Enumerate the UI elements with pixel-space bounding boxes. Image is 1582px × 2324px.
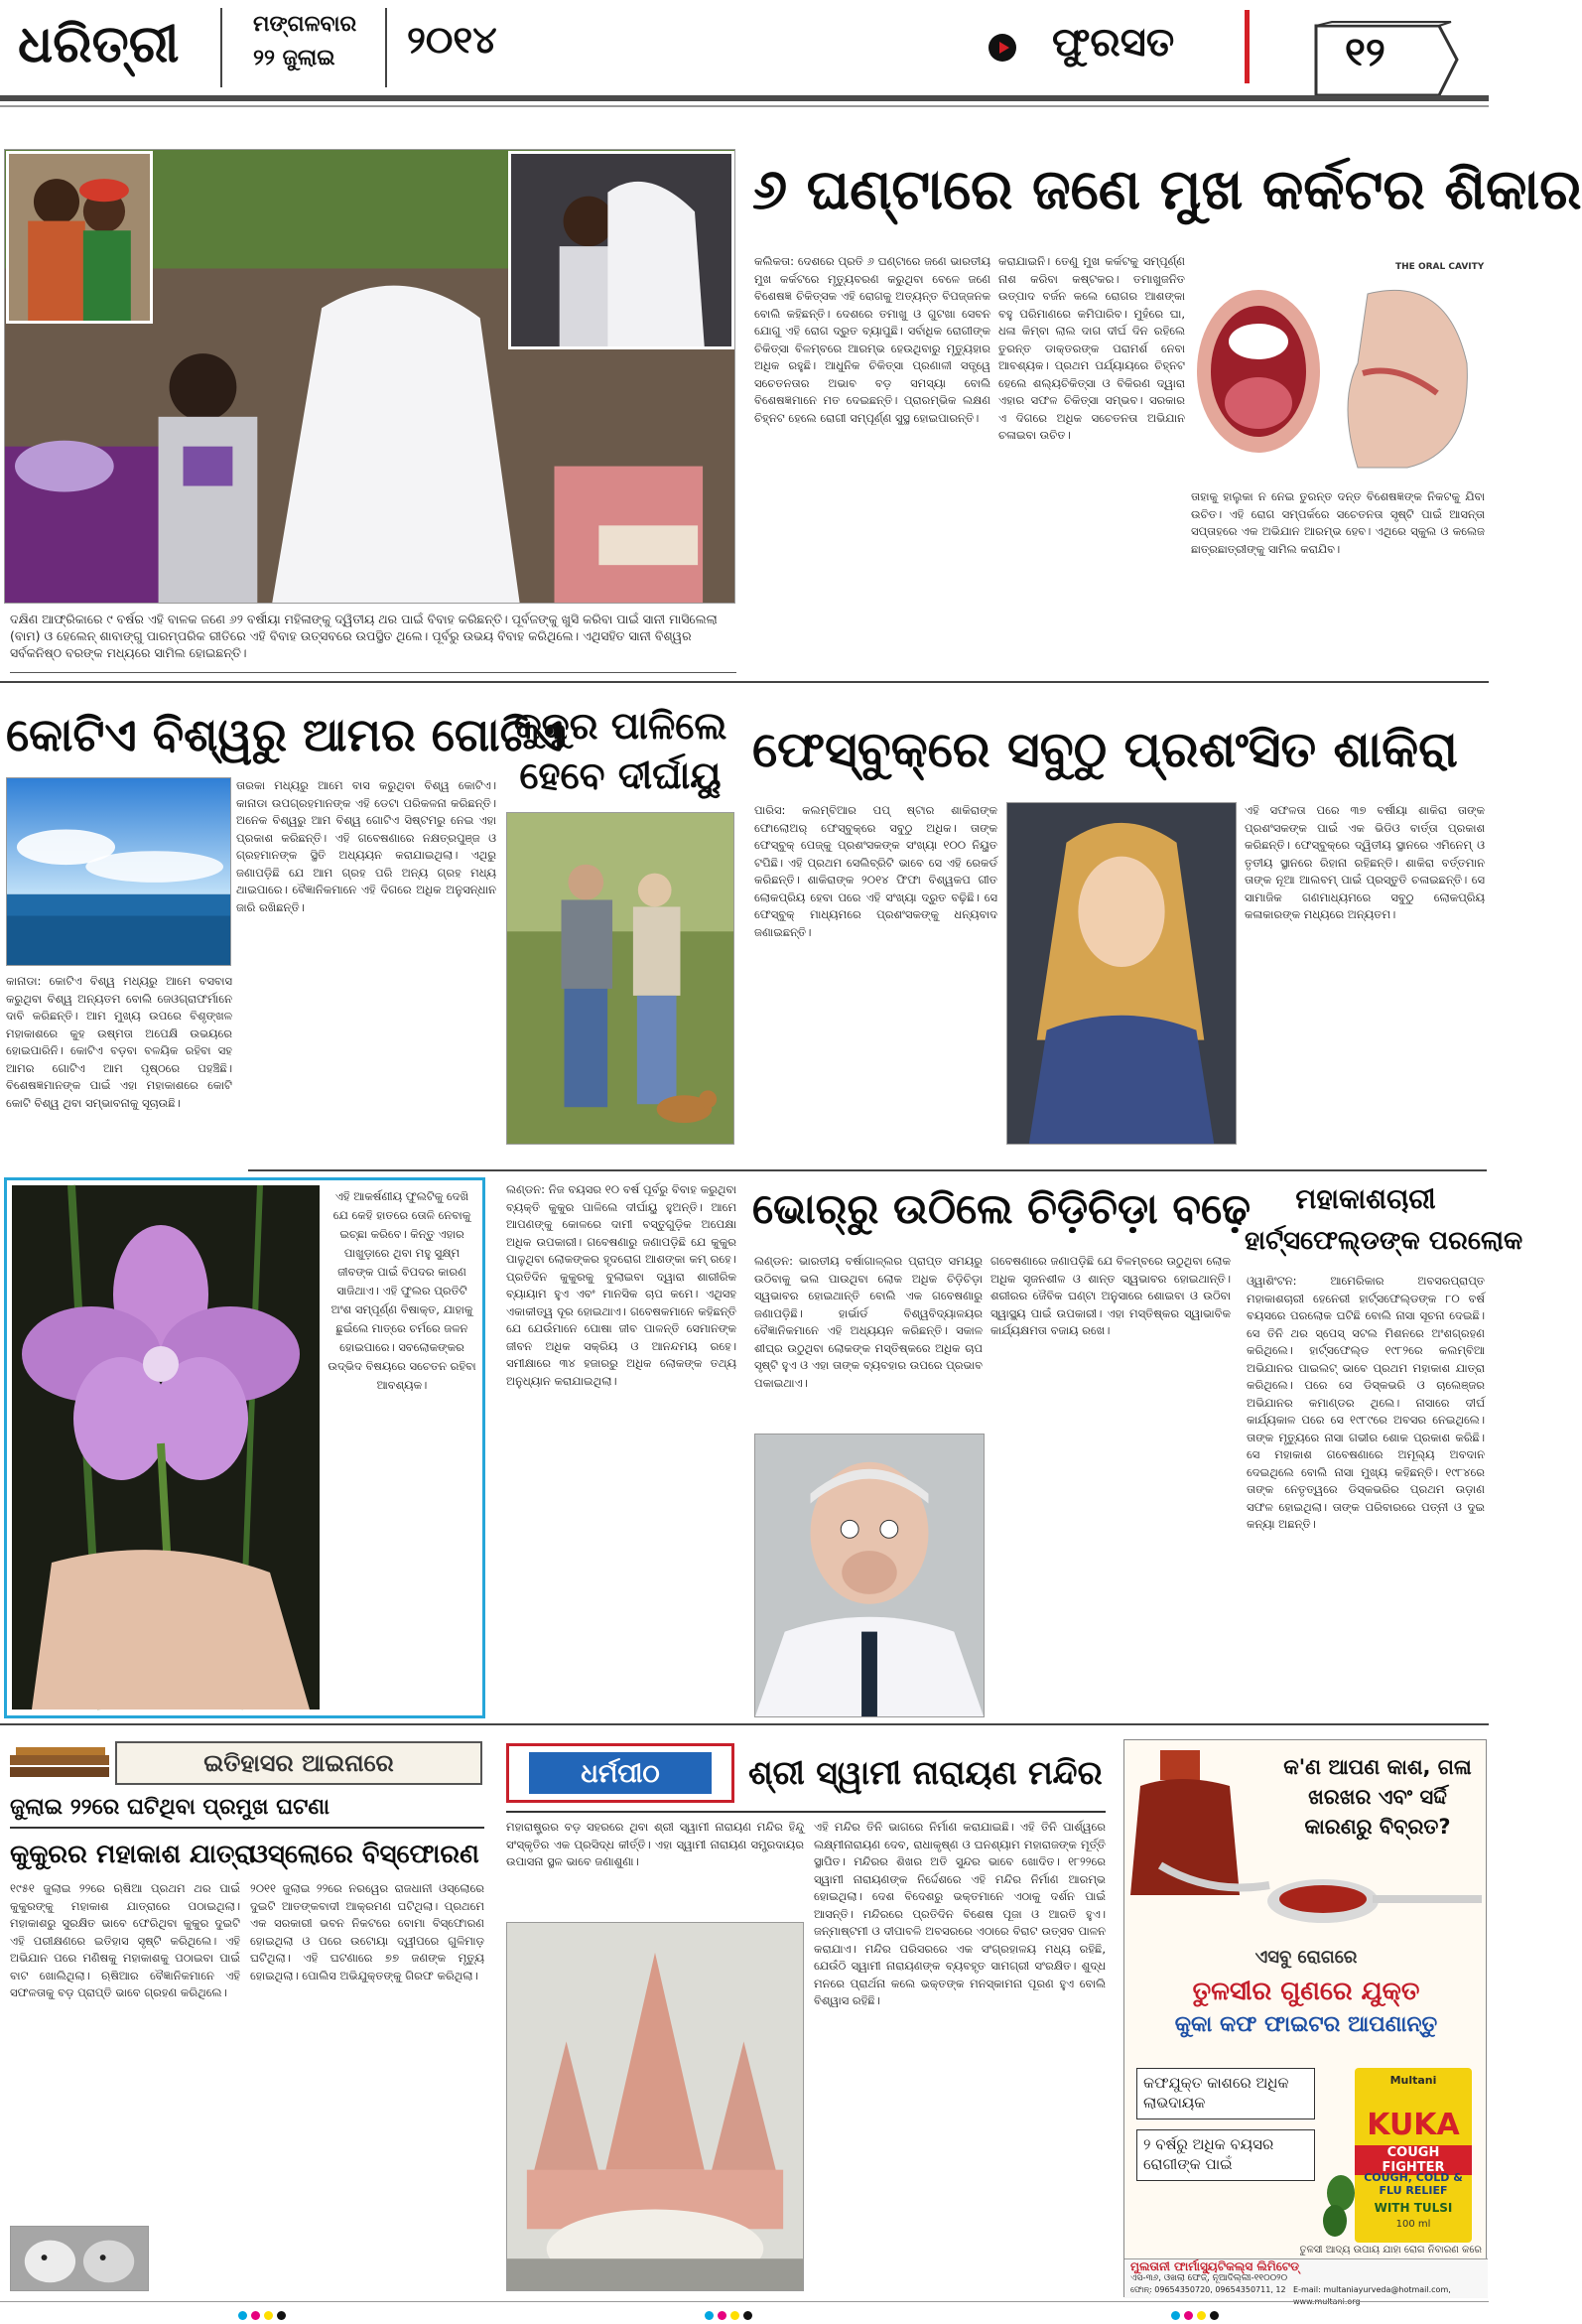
early-rise-headline: ଭୋର୍‌ରୁ ଉଠିଲେ ଚିଡ଼ିଚିଡ଼ା ବଢ଼େ <box>752 1184 1252 1233</box>
ad-footer <box>1124 2258 1488 2298</box>
shakira-body-col1: ପାରିସ: କଲମ୍ବିଆର ପପ୍ ଷ୍ଟାର ଶାକିରାଙ୍କ ଫୋଲୋଅର୍ ଫେସ୍‌ବୁକ୍‌ରେ ସବୁଠୁ ଅଧିକ। ତାଙ୍କ ଫେସ୍‌ବୁକ୍ ପେଜ୍‌କୁ ପ୍ରଶଂସକଙ୍କ ସଂଖ୍ୟା ୧୦୦ ନିୟୁତ ଟପିଛି। ଏହି ପ୍ରଥମ ସେଲିବ୍ରିଟି ଭାବେ ସେ ଏହି ରେକର୍ଡ କରିଛନ୍ତି। ଶାକିରାଙ୍କ ୨୦୧୪ ଫିଫା ବିଶ୍ୱକପ ଗୀତ ଲୋକପ୍ରିୟ ହେବା ପରେ ଏହି ସଂଖ୍ୟା ଦ୍ରୁତ ବଢ଼ିଛି। ସେ ଫେସ୍‌ବୁକ୍ ମାଧ୍ୟମରେ ପ୍ରଶଂସକଙ୍କୁ ଧନ୍ୟବାଦ ଜଣାଇଛନ୍ତି। <box>754 803 997 939</box>
ad-tagline3: କୁକା କଫ ଫାଇଟର ଆପଣାନ୍ତୁ <box>1174 2012 1438 2037</box>
history-item2-body: ୨୦୧୧ ଜୁଲାଇ ୨୨ରେ ନରୱେର ରାଜଧାନୀ ଓସ୍ଲୋରେ ଦୁଇଟି ଆତଙ୍କବାଦୀ ଆକ୍ରମଣ ଘଟିଥିଲା। ପ୍ରଥମେ ଏକ ସରକାରୀ ଭବନ ନିକଟରେ ବୋମା ବିସ୍ଫୋରଣ ହୋଇଥିଲା ଓ ପରେ ଉଟୋୟା ଦ୍ୱୀପରେ ଗୁଳିମାଡ଼ ଘଟିଥିଲା। ଏହି ଘଟଣାରେ ୭୭ ଜଣଙ୍କ ମୃତ୍ୟୁ ହୋଇଥିଲା। ପୋଲିସ ଅଭିଯୁକ୍ତଙ୍କୁ ଗିରଫ କରିଥିଲା। <box>250 1881 484 1982</box>
ad-phone: ଫୋନ୍: 09654350720, 09654350711, 12 <box>1130 2285 1286 2294</box>
cyan-dot <box>238 2311 247 2320</box>
magenta-dot <box>251 2311 260 2320</box>
oral-cavity-illustration <box>1189 254 1485 482</box>
dog-body: ଲଣ୍ଡନ: ନିଜ ବୟସର ୧୦ ବର୍ଷ ପୂର୍ବରୁ ବିବାହ କରୁଥିବା ବ୍ୟକ୍ତି କୁକୁର ପାଳିଲେ ଦୀର୍ଘାୟୁ ହୁଅନ୍ତି। ଆମେ ଆପଣଙ୍କୁ କୋଳରେ ଦାମୀ ବସ୍ତୁଗୁଡ଼ିକ ଅପେକ୍ଷା ଅଧିକ ଉପକାରୀ। ଗବେଷଣାରୁ ଜଣାପଡ଼ିଛି ଯେ କୁକୁର ପାଳୁଥିବା ଲୋକଙ୍କର ହୃଦରୋଗ ଆଶଙ୍କା କମ୍ ରହେ। ପ୍ରତିଦିନ କୁକୁରକୁ ବୁଲାଇବା ଦ୍ୱାରା ଶାରୀରିକ ବ୍ୟାୟାମ ହୁଏ ଏବଂ ମାନସିକ ଚାପ କମେ। ଏଥିସହ ଏକାକୀତ୍ୱ ଦୂର ହୋଇଥାଏ। ଗବେଷକମାନେ କହିଛନ୍ତି ଯେ ଯେଉଁମାନେ ପୋଷା ଜୀବ ପାଳନ୍ତି ସେମାନଙ୍କ ଜୀବନ ଅଧିକ ସକ୍ରିୟ ଓ ଆନନ୍ଦମୟ ରହେ। ସମୀକ୍ଷାରେ ୩୪ ହଜାରରୁ ଅଧିକ ଲୋକଙ୍କ ତଥ୍ୟ ଅନୁଧ୍ୟାନ କରାଯାଇଥିଲା। <box>506 1182 736 1388</box>
ad-volume: 100 ml <box>1395 2219 1431 2230</box>
yellow-dot <box>730 2311 739 2320</box>
masthead <box>0 0 1489 121</box>
dog-headline-line1: କୁକୁର ପାଳିଲେ <box>513 704 727 748</box>
early-rise-body-col1: ଲଣ୍ଡନ: ଭାରତୀୟ ବର୍ଷାଗାଳ୍ଲର ପ୍ରାପ୍ତ ସମୟରୁ ଉଠିବାକୁ ଭଲ ପାଉଥିବା ଲୋକ ଅଧିକ ଚିଡ଼ିଚିଡ଼ା ସ୍ୱଭାବର ହୋଇଥାନ୍ତି ବୋଲି ଏକ ଗବେଷଣାରୁ ଜଣାପଡ଼ିଛି। ହାର୍ଭାର୍ଡ ବିଶ୍ୱବିଦ୍ୟାଳୟର ବୈଜ୍ଞାନିକମାନେ ଏହି ଅଧ୍ୟୟନ କରିଛନ୍ତି। ସକାଳ ଶୀଘ୍ର ଉଠୁଥିବା ଲୋକଙ୍କ ମସ୍ତିଷ୍କରେ ଅଧିକ ଚାପ ସୃଷ୍ଟି ହୁଏ ଓ ଏହା ତାଙ୍କ ବ୍ୟବହାର ଉପରେ ପ୍ରଭାବ ପକାଇଥାଏ। <box>754 1254 983 1390</box>
ad-herb: WITH TULSI <box>1374 2201 1453 2215</box>
section-divider <box>0 681 1489 683</box>
dharma-intro: ମହାରାଷ୍ଟ୍ରର ବଡ଼ ସହରରେ ଥିବା ଶ୍ରୀ ସ୍ୱାମୀ ନାରାୟଣ ମନ୍ଦିର ହିନ୍ଦୁ ସଂସ୍କୃତିର ଏକ ପ୍ରସିଦ୍ଧ କୀର୍ତ୍ତି। ଏହା ସ୍ୱାମୀ ନାରାୟଣ ସମ୍ପ୍ରଦାୟର ଉପାସନା ସ୍ଥଳ ଭାବେ ଜଣାଶୁଣା। <box>506 1820 804 1868</box>
ad-bullet1: କଫଯୁକ୍ତ କାଶରେ ଅଧିକ ଲାଭଦାୟକ <box>1136 2068 1315 2119</box>
ad-question: କ'ଣ ଆପଣ କାଶ, ଗଳା ଖରଖର ଏବଂ ସର୍ଦ୍ଦି କାରଣରୁ ବିବ୍ରତ? <box>1283 1755 1472 1839</box>
ad-tagline2: ତୁଳସୀର ଗୁଣରେ ଯୁକ୍ତ <box>1192 1977 1420 2006</box>
black-dot <box>1210 2311 1219 2320</box>
ad-brand: KUKA <box>1367 2108 1460 2142</box>
history-banner: ଇତିହାସର ଆଇନାରେ <box>115 1741 482 1785</box>
tulsi-leaf-icon <box>1321 2173 1361 2243</box>
temple-photo <box>506 1922 804 2291</box>
ad-email: E-mail: multaniayurveda@hotmail.com, <box>1293 2285 1451 2294</box>
ad-product: COUGH FIGHTER <box>1355 2145 1472 2175</box>
dharma-logo <box>506 1743 734 1803</box>
dharma-body-col3: ମନ୍ଦିରରେ ପ୍ରତିଦିନ ବିଶେଷ ପୂଜା ଓ ଆରତି ହୁଏ। ଜନ୍ମାଷ୍ଟମୀ ଓ ଦୀପାବଳି ଅବସରରେ ଏଠାରେ ବିରାଟ ଉତ୍ସବ ପାଳନ କରାଯାଏ। ମନ୍ଦିର ପରିସରରେ ଏକ ସଂଗ୍ରହାଳୟ ମଧ୍ୟ ରହିଛି, ଯେଉଁଠି ସ୍ୱାମୀ ନାରାୟଣଙ୍କ ବ୍ୟବହୃତ ସାମଗ୍ରୀ ସଂରକ୍ଷିତ। ଶୁଦ୍ଧ ମନରେ ପ୍ରାର୍ଥନା କଲେ ଭକ୍ତଙ୍କ ମନସ୍କାମନା ପୂରଣ ହୁଏ ବୋଲି ବିଶ୍ୱାସ ରହିଛି। <box>814 1906 1106 2007</box>
cancer-body-col2: କରାଯାଇନି। ତେଣୁ ମୁଖ କର୍କଟକୁ ସମ୍ପୂର୍ଣ୍ଣ ନାଶ କରିବା କଷ୍ଟକର। ତମାଖୁଜନିତ ଉତ୍ପାଦ ବର୍ଜନ କଲେ ରୋଗର ଆଶଙ୍କା ବହୁ ପରିମାଣରେ କମିପାରିବ। ମୁହଁରେ ଘା, ଧଳା କିମ୍ବା ଲାଲ ଦାଗ ଦୀର୍ଘ ଦିନ ରହିଲେ ତୁରନ୍ତ ଡାକ୍ତରଙ୍କ ପରାମର୍ଶ ନେବା ଆବଶ୍ୟକ। ପ୍ରଥମ ପର୍ଯ୍ୟାୟରେ ଚିହ୍ନଟ ହେଲେ ଶଲ୍ୟଚିକିତ୍ସା ଓ ବିକିରଣ ଦ୍ୱାରା ଏହାର ସଫଳ ଚିକିତ୍ସା ସମ୍ଭବ। ସରକାର ଏ ଦିଗରେ ଅଧିକ ସଚେତନତା ଅଭିଯାନ ଚଳାଇବା ଉଚିତ। <box>998 254 1185 442</box>
dharma-section <box>504 1735 1106 2296</box>
black-dot <box>743 2311 752 2320</box>
accent-bar <box>1245 10 1250 83</box>
space-headline-line2: ହାର୍ଟ୍‌ସଫେଲ୍ଡଙ୍କ ପରଲୋକ <box>1245 1226 1523 1256</box>
kuka-advertisement[interactable] <box>1123 1739 1487 2297</box>
magenta-dot <box>718 2311 726 2320</box>
ad-tagline1: ଏସବୁ ରୋଗରେ <box>1254 1947 1358 1968</box>
magenta-dot <box>1184 2311 1193 2320</box>
play-icon <box>989 34 1016 62</box>
section-divider <box>0 1723 1489 1725</box>
section-title: ଫୁରସତ <box>1052 20 1175 66</box>
shocked-man-photo <box>754 1434 985 1717</box>
early-rise-body-col2: ଗବେଷଣାରେ ଜଣାପଡ଼ିଛି ଯେ ବିଳମ୍ବରେ ଉଠୁଥିବା ଲୋକ ଅଧିକ ସୃଜନଶୀଳ ଓ ଶାନ୍ତ ସ୍ୱଭାବର ହୋଇଥାନ୍ତି। ଶରୀରର ଜୈବିକ ଘଣ୍ଟା ଅନୁସାରେ ଶୋଇବା ଓ ଉଠିବା ସ୍ୱାସ୍ଥ୍ୟ ପାଇଁ ଉପକାରୀ। ଏହା ମସ୍ତିଷ୍କର ସ୍ୱାଭାବିକ କାର୍ଯ୍ୟକ୍ଷମତା ବଜାୟ ରଖେ। <box>990 1254 1231 1337</box>
shakira-body-col2: ଏହି ସଫଳତା ପରେ ୩୭ ବର୍ଷୀୟା ଶାକିରା ତାଙ୍କ ପ୍ରଶଂସକଙ୍କ ପାଇଁ ଏକ ଭିଡିଓ ବାର୍ତ୍ତା ପ୍ରକାଶ କରିଛନ୍ତି। ଫେସ୍‌ବୁକ୍‌ରେ ଦ୍ୱିତୀୟ ସ୍ଥାନରେ ଏମିନେମ୍ ଓ ତୃତୀୟ ସ୍ଥାନରେ ରିହାନା ରହିଛନ୍ତି। ଶାକିରା ବର୍ତ୍ତମାନ ତାଙ୍କ ନୂଆ ଆଲବମ୍ ପାଇଁ ପ୍ରସ୍ତୁତି ଚଳାଇଛନ୍ତି। ସେ ସାମାଜିକ ଗଣମାଧ୍ୟମରେ ସବୁଠୁ ଲୋକପ୍ରିୟ କଳାକାରଙ୍କ ମଧ୍ୟରେ ଅନ୍ୟତମ। <box>1245 803 1485 921</box>
cough-syrup-bottle-icon <box>1130 1746 1279 1905</box>
masthead-rule <box>0 105 1489 107</box>
black-dot <box>277 2311 286 2320</box>
shakira-photo <box>1006 802 1237 1145</box>
registration-marks <box>705 2305 756 2315</box>
inset-photo-left <box>6 151 153 324</box>
masthead-rule <box>0 95 1489 101</box>
issue-day: ମଙ୍ଗଳବାର <box>253 12 357 37</box>
space-body: ଓ୍ୱାଶିଂଟନ: ଆମେରିକାର ଅବସରପ୍ରାପ୍ତ ମହାକାଶଚାରୀ ହେନେରୀ ହାର୍ଟ୍‌ସଫେଲ୍ଡଙ୍କ ୮୦ ବର୍ଷ ବୟସରେ ପରଲୋକ ଘଟିଛି ବୋଲି ନାସା ସୂଚନା ଦେଇଛି। ସେ ତିନି ଥର ସ୍ପେସ୍ ସଟଲ ମିଶନରେ ଅଂଶଗ୍ରହଣ କରିଥିଲେ। ହାର୍ଟ୍‌ସଫେଲ୍ଡ ୧୯୮୨ରେ କଲମ୍ବିଆ ଅଭିଯାନର ପାଇଲଟ୍ ଭାବେ ପ୍ରଥମ ମହାକାଶ ଯାତ୍ରା କରିଥିଲେ। ପରେ ସେ ଡିସ୍କଭରି ଓ ଚାଲେଞ୍ଜର ଅଭିଯାନର କମାଣ୍ଡର ଥିଲେ। ନାସାରେ ଦୀର୍ଘ କାର୍ଯ୍ୟକାଳ ପରେ ସେ ୧୯୮୯ରେ ଅବସର ନେଇଥିଲେ। ତାଙ୍କ ମୃତ୍ୟୁରେ ନାସା ଗଭୀର ଶୋକ ପ୍ରକାଶ କରିଛି। ସେ ମହାକାଶ ଗବେଷଣାରେ ଅମୂଲ୍ୟ ଅବଦାନ ଦେଇଥିଲେ ବୋଲି ନାସା ମୁଖ୍ୟ କହିଛନ୍ତି। ୧୯୮୪ରେ ତାଙ୍କ ନେତୃତ୍ୱରେ ଡିସ୍କଭରିର ପ୍ରଥମ ଉଡ଼ାଣ ସଫଳ ହୋଇଥିଲା। ତାଙ୍କ ପରିବାରରେ ପତ୍ନୀ ଓ ଦୁଇ କନ୍ୟା ଅଛନ୍ତି। <box>1247 1274 1485 1531</box>
footer-rule <box>0 2301 1489 2302</box>
planet-body-col1: କାନାଡା: କୋଟିଏ ବିଶ୍ୱ ମଧ୍ୟରୁ ଆମେ ବସବାସ କରୁଥିବା ବିଶ୍ୱ ଅନ୍ୟତମ ବୋଲି ଜେଓଗ୍ରାଫର୍ମାନେ ଦାବି କରିଛନ୍ତି। ଆମ ମୁଖ୍ୟ ଉପରେ ବିଶୃଙ୍ଖଳ ମହାକାଶରେ କୁହ ଉଷ୍ମତା ଅପେକ୍ଷି ଉଭୟରେ ହୋଇପାରିନି। କୋଟିଏ ବଡ଼ବା ବଳୟିକ ରହିବା ସହ ଆମର ଗୋଟିଏ ଆମ ପୃଷ୍ଠରେ ପହଞ୍ଚିଛି। ବିଶେଷଜ୍ଞମାନଙ୍କ ପାଇଁ ଏହା ମହାକାଶରେ କୋଟି କୋଟି ବିଶ୍ୱ ଥିବା ସମ୍ଭାବନାକୁ ସୂଚାଉଛି। <box>6 974 232 1110</box>
masthead-divider <box>385 8 387 87</box>
kuka-product-box <box>1355 2068 1472 2243</box>
flower-photo <box>12 1185 320 1709</box>
registration-marks <box>238 2305 290 2315</box>
ad-company: ମୁଲତାନୀ ଫାର୍ମାସ୍ୟୁଟିକଲ୍ସ ଲିମିଟେଡ୍ <box>1130 2259 1299 2273</box>
history-item1-title: କୁକୁରର ମହାକାଶ ଯାତ୍ରା <box>10 1840 256 1869</box>
yellow-dot <box>1197 2311 1206 2320</box>
dharma-body-col2: ଏହି ମନ୍ଦିର ତିନି ଭାଗରେ ନିର୍ମାଣ କରାଯାଇଛି। ଏହି ତିନି ପାର୍ଶ୍ୱରେ ଲକ୍ଷ୍ମୀନାରାୟଣ ଦେବ, ରାଧାକୃଷ୍ଣ ଓ ଘନଶ୍ୟାମ ମହାରାଜଙ୍କ ମୂର୍ତ୍ତି ସ୍ଥାପିତ। ମନ୍ଦିରର ଶିଖର ଅତି ସୁନ୍ଦର ଭାବେ ଖୋଦିତ। ୧୮୨୨ରେ ସ୍ୱାମୀ ନାରାୟଣଙ୍କ ନିର୍ଦ୍ଦେଶରେ ଏହି ମନ୍ଦିର ନିର୍ମାଣ ଆରମ୍ଭ ହୋଇଥିଲା। ଦେଶ ବିଦେଶରୁ ଭକ୍ତମାନେ ଏଠାକୁ ଦର୍ଶନ ପାଇଁ ଆସନ୍ତି। <box>814 1820 1106 1921</box>
registration-marks <box>1171 2305 1223 2315</box>
ad-brand-small: Multani <box>1389 2074 1437 2087</box>
history-item1-body: ୧୯୫୧ ଜୁଲାଇ ୨୨ରେ ଋଷିଆ ପ୍ରଥମ ଥର ପାଇଁ କୁକୁରଙ୍କୁ ମହାକାଶ ଯାତ୍ରାରେ ପଠାଇଥିଲା। ମହାକାଶରୁ ସୁରକ୍ଷିତ ଭାବେ ଫେରିଥିବା କୁକୁର ଦୁଇଟି ଏହି ପରୀକ୍ଷଣରେ ଇତିହାସ ସୃଷ୍ଟି କରିଥିଲେ। ଏହି ଅଭିଯାନ ପରେ ମଣିଷକୁ ମହାକାଶକୁ ପଠାଇବା ପାଇଁ ବାଟ ଖୋଲିଥିଲା। ଋଷିଆର ବୈଜ୍ଞାନିକମାନେ ଏହି ସଫଳତାକୁ ବଡ଼ ପ୍ରାପ୍ତି ଭାବେ ଗ୍ରହଣ କରିଥିଲେ। <box>10 1881 240 1999</box>
yellow-dot <box>264 2311 273 2320</box>
shakira-headline: ଫେସ୍‌ବୁକ୍‌ରେ ସବୁଠୁ ପ୍ରଶଂସିତ ଶାକିରା <box>752 721 1458 778</box>
dog-headline-line2: ହେବେ ଦୀର୍ଘାୟୁ <box>519 753 722 797</box>
illustration-title: THE ORAL CAVITY <box>1395 262 1485 272</box>
history-subtitle: ଜୁଲାଇ ୨୨ରେ ଘଟିଥିବା ପ୍ରମୁଖ ଘଟଣା <box>10 1795 330 1820</box>
cancer-headline: ୬ ଘଣ୍ଟାରେ ଜଣେ ମୁଖ କର୍କଟର ଶିକାର <box>752 158 1582 222</box>
books-icon <box>10 1745 111 1785</box>
cancer-body-col1: କଲିକତା: ଦେଶରେ ପ୍ରତି ୬ ଘଣ୍ଟାରେ ଜଣେ ଭାରତୀୟ ମୁଖ କର୍କଟରେ ମୃତ୍ୟୁବରଣ କରୁଥିବା ବେଳେ ଜଣେ ବିଶେଷଜ୍ଞ ଚିକିତ୍ସକ ଏହି ରୋଗକୁ ଅତ୍ୟନ୍ତ ବିପଜ୍ଜନକ ବୋଲି କହିଛନ୍ତି। ଦେଶରେ ତମାଖୁ ଓ ଗୁଟଖା ସେବନ ଯୋଗୁ ଏହି ରୋଗ ଦ୍ରୁତ ବ୍ୟାପୁଛି। ସର୍ବାଧିକ ରୋଗୀଙ୍କ ଚିକିତ୍ସା ବିଳମ୍ବରେ ଆରମ୍ଭ ହେଉଥିବାରୁ ମୃତ୍ୟୁହାର ଅଧିକ ରହୁଛି। ଆଧୁନିକ ଚିକିତ୍ସା ପ୍ରଣାଳୀ ସତ୍ତ୍ୱେ ସଚେତନତାର ଅଭାବ ବଡ଼ ସମସ୍ୟା ବୋଲି ବିଶେଷଜ୍ଞମାନେ ମତ ଦେଇଛନ୍ତି। ପ୍ରାରମ୍ଭିକ ଲକ୍ଷଣ ଚିହ୍ନଟ ହେଲେ ରୋଗୀ ସମ୍ପୂର୍ଣ୍ଣ ସୁସ୍ଥ ହୋଇପାରନ୍ତି। <box>754 254 990 425</box>
ad-address: ଏସ-୩୬, ଓଖଲା ଫେଜ୍, ନୂଆଦିଲ୍ଲୀ-୧୧୦୦୨୦ <box>1130 2273 1288 2283</box>
caption-underline <box>10 672 736 673</box>
newspaper-logo: ଧରିତ୍ରୀ <box>18 14 180 74</box>
ad-note: ତୁଳସୀ ଆଦ୍ୟ ଉପାୟ ଯାହା ରୋଗ ନିବାରଣ କରେ <box>1299 2245 1482 2256</box>
dharma-logo-text: ଧର୍ମପୀଠ <box>529 1752 712 1794</box>
section-divider <box>248 1169 1487 1171</box>
cyan-dot <box>1171 2311 1180 2320</box>
dharma-body <box>814 1819 1106 2291</box>
page-corner-icon <box>1312 20 1461 101</box>
history-item2-title: ଓସ୍ଲୋରେ ବିସ୍ଫୋରଣ <box>250 1840 479 1869</box>
couple-dog-photo <box>506 812 734 1145</box>
spoon-icon <box>1263 1865 1482 1935</box>
ad-product-desc: COUGH, COLD & FLU RELIEF <box>1364 2171 1463 2197</box>
wedding-caption: ଦକ୍ଷିଣ ଆଫ୍ରିକାରେ ୯ ବର୍ଷର ଏହି ବାଳକ ଜଣେ ୬୨ ବର୍ଷୀୟା ମହିଳାଙ୍କୁ ଦ୍ୱିତୀୟ ଥର ପାଇଁ ବିବାହ କରିଛନ୍ତି। ପୂର୍ବଜଙ୍କୁ ଖୁସି କରିବା ପାଇଁ ସାନୀ ମାସିଲେଲା (ବାମ) ଓ ହେଲେନ୍ ଶାବାଙ୍ଗୁ ପାରମ୍ପରିକ ରୀତିରେ ଏହି ବିବାହ ଉତ୍ସବରେ ଉପସ୍ଥିତ ଥିଲେ। ପୂର୍ବରୁ ଉଭୟ ବିବାହ କରିଥିଲେ। ଏଥିସହିତ ସାନୀ ବିଶ୍ୱର ସର୍ବକନିଷ୍ଠ ବରଙ୍କ ମଧ୍ୟରେ ସାମିଲ ହୋଇଛନ୍ତି। <box>10 612 718 660</box>
dharma-headline: ଶ୍ରୀ ସ୍ୱାମୀ ନାରାୟଣ ମନ୍ଦିର <box>748 1753 1103 1792</box>
space-headline-line1: ମହାକାଶଚାରୀ <box>1295 1182 1436 1215</box>
issue-year: ୨୦୧୪ <box>407 18 497 62</box>
planet-body-col2: ତାରକା ମଧ୍ୟରୁ ଆମେ ବାସ କରୁଥିବା ବିଶ୍ୱ କୋଟିଏ। କାନାଡା ଉପଗ୍ରହମାନଙ୍କ ଏହି ଡେଟା ପରିକଳନା କରିଛନ୍ତି। ଅନେକ ବିଶ୍ୱରୁ ଆମ ବିଶ୍ୱ ଗୋଟିଏ ସିଷ୍ଟମରୁ ନେଇ ଏହା ପ୍ରକାଶ କରିଛନ୍ତି। ଏହି ଗବେଷଣାରେ ନକ୍ଷତ୍ରପୁଞ୍ଜ ଓ ଗ୍ରହମାନଙ୍କ ସ୍ଥିତି ଅଧ୍ୟୟନ କରାଯାଇଥିଲା। ଏଥିରୁ ଜଣାପଡ଼ିଛି ଯେ ଆମ ଗ୍ରହ ପରି ଅନ୍ୟ ଗ୍ରହ ମଧ୍ୟ ଥାଇପାରେ। ବୈଜ୍ଞାନିକମାନେ ଏହି ଦିଗରେ ଅଧିକ ଅନୁସନ୍ଧାନ ଜାରି ରଖିଛନ୍ତି। <box>236 778 496 914</box>
cancer-body-col3: ତାହାକୁ ହାଲୁକା ନ ନେଇ ତୁରନ୍ତ ଦନ୍ତ ବିଶେଷଜ୍ଞଙ୍କ ନିକଟକୁ ଯିବା ଉଚିତ। ଏହି ରୋଗ ସମ୍ପର୍କରେ ସଚେତନତା ସୃଷ୍ଟି ପାଇଁ ଆସନ୍ତା ସପ୍ତାହରେ ଏକ ଅଭିଯାନ ଆରମ୍ଭ ହେବ। ଏଥିରେ ସ୍କୁଲ ଓ କଲେଜ ଛାତ୍ରଛାତ୍ରୀଙ୍କୁ ସାମିଲ କରାଯିବ। <box>1191 489 1485 556</box>
history-rule <box>10 1827 484 1829</box>
issue-date: ୨୨ ଜୁଲାଇ <box>253 46 335 70</box>
planet-headline: କୋଟିଏ ବିଶ୍ୱରୁ ଆମର ଗୋଟିଏ <box>6 708 564 761</box>
ad-bullet2: ୨ ବର୍ଷରୁ ଅଧିକ ବୟସର ରୋଗୀଙ୍କ ପାଇଁ <box>1136 2129 1315 2181</box>
ocean-sky-photo <box>6 777 231 966</box>
dogs-photo <box>10 2226 149 2291</box>
history-section <box>4 1735 488 2296</box>
flower-body: ଏହି ଆକର୍ଷଣୀୟ ଫୁଲଟିକୁ ଦେଖି ଯେ କେହି ହାତରେ ତୋଳି ନେବାକୁ ଇଚ୍ଛା କରିବେ। କିନ୍ତୁ ଏହାର ପାଖୁଡ଼ାରେ ଥିବା ମହୁ ସୁକ୍ଷ୍ମ ଜୀବଙ୍କ ପାଇଁ ବିପଦର କାରଣ ସାଜିଥାଏ। ଏହି ଫୁଲର ପ୍ରତିଟି ଅଂଶ ସମ୍ପୂର୍ଣ୍ଣ ବିଷାକ୍ତ, ଯାହାକୁ ଛୁଇଁଲେ ମାତ୍ରେ ଚର୍ମରେ ଜଳନ ହୋଇପାରେ। ସବଲୋକଙ୍କର ଉଦ୍ଭିଦ ବିଷୟରେ ସଚେତନ ରହିବା ଆବଶ୍ୟକ। <box>328 1189 476 1392</box>
cyan-dot <box>705 2311 714 2320</box>
dharma-rule <box>506 1811 1106 1813</box>
inset-photo-right <box>508 151 734 349</box>
page-number: ୧୨ <box>1345 30 1385 75</box>
masthead-divider <box>220 8 222 87</box>
